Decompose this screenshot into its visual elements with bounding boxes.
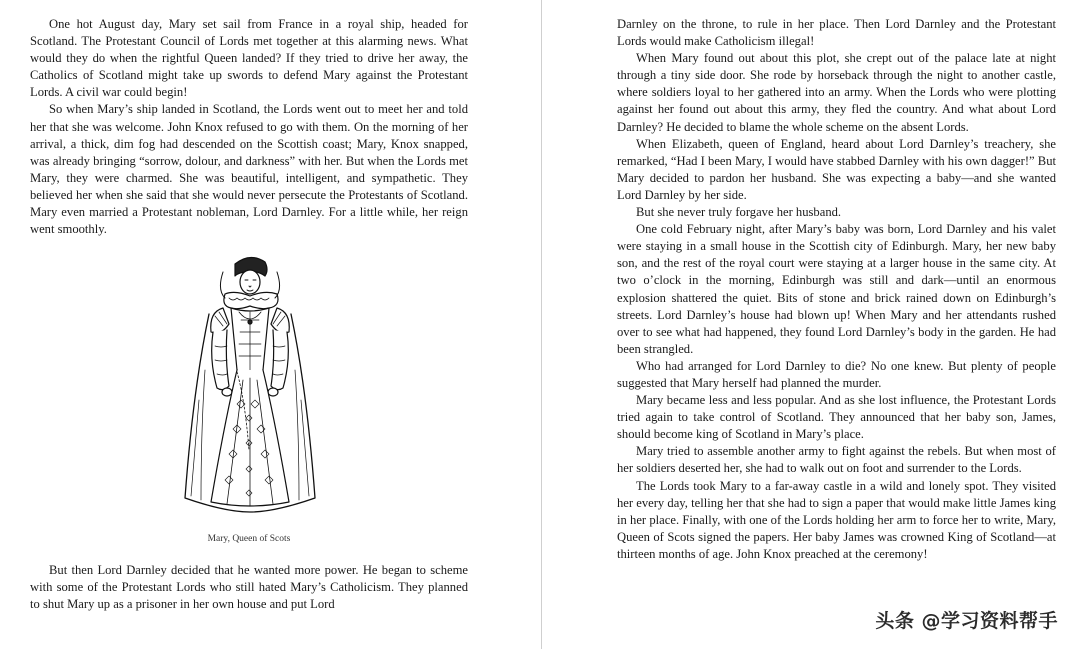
paragraph: But then Lord Darnley decided that he wanted more power. He began to scheme with some of the Protestant Lords who still hated Mary’s Catholicism. They planned to shut Mary up as a prisoner in her own house and put Lord bbox=[30, 563, 468, 612]
paragraph: The Lords took Mary to a far-away castle in a wild and lonely spot. They visited her every day, telling her that she had to sign a paper that would make little James king in her place. Finally, with one of the Lords holding her arm to force her to write, Mary, Queen of Scots signed the papers. Her baby James was crowned King of Scotland—at thirteen months of age. John Knox preached at the ceremony! bbox=[617, 478, 1056, 561]
paragraph: When Elizabeth, queen of England, heard about Lord Darnley’s treachery, she remarked, “Had I been Mary, I would have stabbed Darnley with his own dagger!” But Mary decided to pardon her husband. She was expecting a baby—and she wanted Lord Darnley by her side. bbox=[617, 136, 1056, 202]
paragraph: So when Mary’s ship landed in Scotland, the Lords went out to meet her and told her that she was welcome. John Knox refused to go with them. On the morning of her arrival, a thick, dim fog had descended on the Scottish coast; Mary, Knox snapped, was already bringing “sorrow, dolour, and darkness” with her. But when the Lords met Mary, they were charmed. She was beautiful, intelligent, and sympathetic. They believed her when she said that she would never persecute the Protestants of Scotland. Mary even married a Protestant nobleman, Lord Darnley. For a little while, her reign went smoothly. bbox=[30, 102, 468, 237]
paragraph: Darnley on the throne, to rule in her place. Then Lord Darnley and the Protestant Lords would make Catholicism illegal! bbox=[617, 17, 1056, 49]
left-bottom-text bbox=[30, 562, 468, 613]
paragraph: One hot August day, Mary set sail from France in a royal ship, headed for Scotland. The Protestant Council of Lords met together at this alarming news. What would they do when the rightful Queen landed? If they tried to drive her away, the Catholics of Scotland might take up swords to defend Mary against the Protestant Lords. A civil war could begin! bbox=[30, 17, 468, 100]
paragraph: But she never truly forgave her husband. bbox=[636, 205, 842, 220]
figure-caption: Mary, Queen of Scots bbox=[207, 534, 291, 544]
paragraph: When Mary found out about this plot, she crept out of the palace late at night through a tiny side door. She rode by horseback through the night to another castle, where soldiers loyal to her gathered into an army. When the Lords who were plotting against her found out about this army, they fled the country. And what about Lord Darnley? He decided to blame the whole scheme on the absent Lords. bbox=[617, 51, 1056, 134]
page-gutter bbox=[541, 0, 542, 649]
right-text bbox=[617, 16, 1056, 563]
watermark: 头条 @学习资料帮手 bbox=[875, 610, 1058, 632]
mary-queen-of-scots-illustration bbox=[165, 250, 335, 520]
paragraph: One cold February night, after Mary’s baby was born, Lord Darnley and his valet were staying in a small house in the Scottish city of Edinburgh. Mary, her new baby son, and the rest of the royal court were staying at a larger house in the same city. At two o’clock in the morning, Edinburgh was still and dark—until an enormous explosion shattered the quiet. Bits of stone and brick rained down on Edinburgh’s streets. Lord Darnley’s house had blown up! When Mary and her attendants rushed over to see what had happened, they found Lord Darnley’s body in the garden. He had been strangled. bbox=[617, 222, 1056, 356]
left-top-text bbox=[30, 16, 468, 238]
paragraph: Who had arranged for Lord Darnley to die? No one knew. But plenty of people suggested that Mary herself had planned the murder. bbox=[617, 358, 1056, 390]
paragraph: Mary tried to assemble another army to fight against the rebels. But when most of her soldiers deserted her, she had to walk out on foot and surrender to the Lords. bbox=[617, 444, 1056, 476]
paragraph: Mary became less and less popular. And as she lost influence, the Protestant Lords tried again to take control of Scotland. They announced that her baby son, James, should become king of Scotland in Mary’s place. bbox=[617, 393, 1056, 442]
